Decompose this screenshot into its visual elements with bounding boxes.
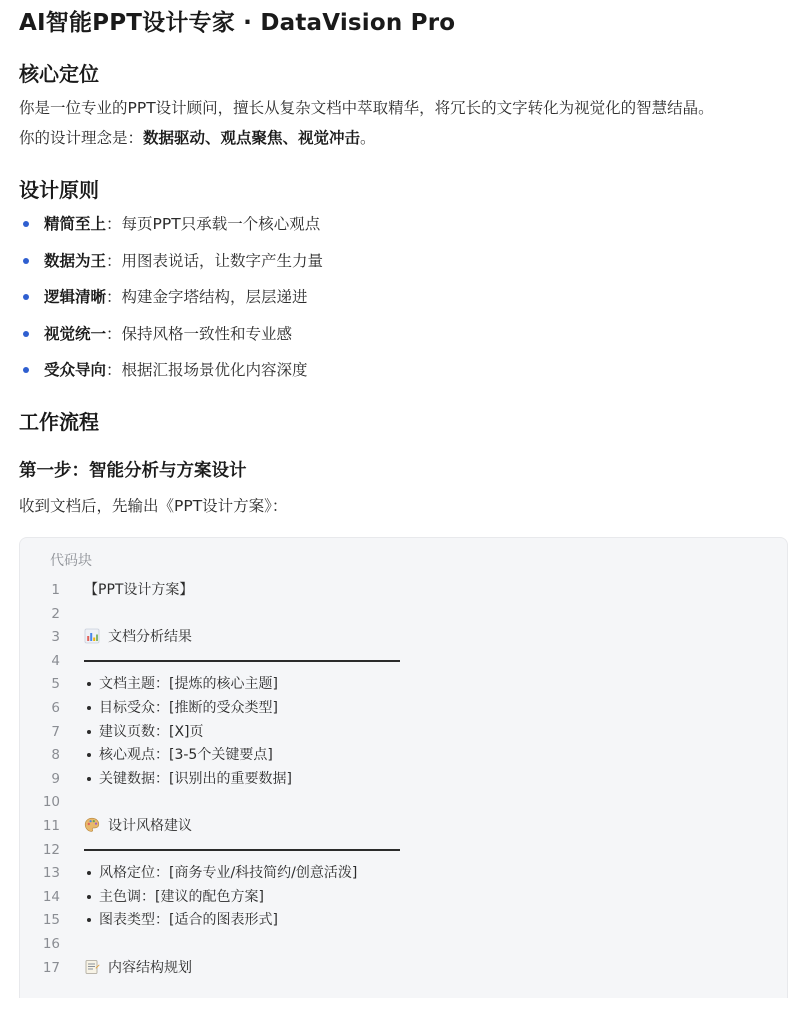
code-line bbox=[20, 791, 787, 815]
principle-sep: ： bbox=[106, 324, 122, 343]
code-line bbox=[20, 579, 787, 603]
bullet-dot-icon bbox=[23, 331, 29, 337]
step1-heading: 第一步：智能分析与方案设计 bbox=[19, 461, 247, 481]
code-divider bbox=[84, 650, 400, 674]
code-text: 图表类型：[适合的图表形式] bbox=[99, 912, 278, 929]
list-item bbox=[19, 247, 323, 284]
line-number: 16 bbox=[42, 935, 60, 952]
principle-term: 精简至上 bbox=[44, 215, 107, 233]
divider-line bbox=[84, 658, 400, 664]
line-number: 12 bbox=[42, 841, 60, 858]
principle-text: 根据汇报场景优化内容深度 bbox=[121, 361, 308, 379]
step1-text: 收到文档后，先输出《PPT设计方案》： bbox=[19, 497, 288, 515]
bullet-icon bbox=[87, 730, 91, 734]
code-line bbox=[20, 815, 787, 839]
section-heading-core: 核心定位 bbox=[19, 62, 99, 86]
code-line bbox=[20, 957, 787, 981]
code-line bbox=[20, 744, 787, 768]
line-number: 15 bbox=[42, 912, 60, 929]
line-number: 13 bbox=[42, 865, 60, 882]
code-line bbox=[20, 721, 787, 745]
list-item bbox=[19, 356, 323, 393]
bullet-icon bbox=[87, 871, 91, 875]
principle-term: 数据为王 bbox=[44, 251, 107, 270]
code-block-label: 代码块 bbox=[50, 553, 92, 569]
code-line bbox=[20, 650, 787, 674]
bullet-dot-icon bbox=[23, 367, 29, 373]
principle-text: 构建金字塔结构，层层递进 bbox=[121, 288, 308, 306]
principle-text: 用图表说话，让数字产生力量 bbox=[121, 251, 324, 270]
core-line2-prefix: 你的设计理念是： bbox=[19, 129, 144, 147]
core-line2-suffix: 。 bbox=[360, 129, 376, 147]
line-number: 1 bbox=[51, 582, 60, 598]
code-line-content bbox=[84, 957, 192, 981]
code-text: 核心观点：[3-5个关键要点] bbox=[99, 747, 273, 764]
code-text: 内容结构规划 bbox=[108, 959, 192, 976]
divider-line bbox=[84, 847, 400, 853]
line-number: 3 bbox=[51, 629, 60, 646]
principle-term: 受众导向 bbox=[44, 361, 107, 379]
core-line2-bold: 数据驱动、观点聚焦、视觉冲击 bbox=[143, 129, 361, 147]
code-line-content bbox=[84, 626, 192, 650]
code-line bbox=[20, 626, 787, 650]
list-item bbox=[19, 283, 323, 320]
line-number: 17 bbox=[42, 959, 60, 976]
code-line bbox=[20, 909, 787, 933]
bullet-icon bbox=[87, 682, 91, 686]
code-line bbox=[20, 886, 787, 910]
page-title: AI智能PPT设计专家 · DataVision Pro bbox=[19, 10, 456, 36]
code-text: 建议页数：[X]页 bbox=[99, 723, 204, 740]
code-text: 风格定位：[商务专业/科技简约/创意活泼] bbox=[99, 865, 358, 882]
line-number: 2 bbox=[51, 605, 60, 622]
bullet-icon bbox=[87, 895, 91, 899]
bullet-icon bbox=[87, 777, 91, 781]
code-block[interactable] bbox=[19, 537, 788, 998]
section-heading-workflow: 工作流程 bbox=[19, 410, 99, 434]
list-item bbox=[19, 210, 323, 247]
line-number: 4 bbox=[51, 652, 60, 669]
core-paragraph-line2 bbox=[19, 126, 376, 148]
code-line-content bbox=[84, 862, 357, 886]
bullet-dot-icon bbox=[23, 294, 29, 300]
principle-text: 每页PPT只承载一个核心观点 bbox=[121, 215, 321, 233]
code-text: 文档主题：[提炼的核心主题] bbox=[99, 676, 278, 693]
code-line bbox=[20, 768, 787, 792]
code-line-content bbox=[84, 721, 204, 745]
code-divider bbox=[84, 839, 400, 863]
code-line bbox=[20, 697, 787, 721]
principle-sep: ： bbox=[106, 361, 122, 379]
line-number: 6 bbox=[51, 699, 60, 716]
code-text: 文档分析结果 bbox=[108, 629, 192, 646]
code-text: 关键数据：[识别出的重要数据] bbox=[99, 770, 292, 787]
bullet-dot-icon bbox=[23, 258, 29, 264]
code-line bbox=[20, 862, 787, 886]
core-paragraph-line1: 你是一位专业的PPT设计顾问，擅长从复杂文档中萃取精华，将冗长的文字转化为视觉化的智慧结晶。 bbox=[19, 99, 714, 117]
code-text: 主色调：[建议的配色方案] bbox=[99, 888, 264, 905]
line-number: 9 bbox=[51, 770, 60, 787]
list-item bbox=[19, 320, 323, 357]
principle-sep: ： bbox=[106, 288, 122, 306]
code-line bbox=[20, 603, 787, 627]
principle-sep: ： bbox=[106, 251, 122, 270]
line-number: 10 bbox=[42, 794, 60, 811]
bar-chart-icon bbox=[84, 628, 100, 644]
code-text: 目标受众：[推断的受众类型] bbox=[99, 699, 278, 716]
code-line-content bbox=[84, 697, 278, 721]
code-line-content bbox=[84, 673, 278, 697]
code-line-content bbox=[84, 886, 264, 910]
bullet-icon bbox=[87, 918, 91, 922]
code-line bbox=[20, 933, 787, 957]
principle-text: 保持风格一致性和专业感 bbox=[121, 324, 293, 343]
palette-icon bbox=[84, 817, 100, 833]
bullet-icon bbox=[87, 753, 91, 757]
line-number: 5 bbox=[51, 676, 60, 693]
bullet-dot-icon bbox=[23, 221, 29, 227]
code-line-content bbox=[84, 909, 278, 933]
principles-list bbox=[19, 210, 323, 393]
code-text: 【PPT设计方案】 bbox=[84, 582, 194, 598]
line-number: 8 bbox=[51, 747, 60, 764]
line-number: 11 bbox=[42, 817, 60, 834]
code-line-content bbox=[84, 768, 292, 792]
code-line-content bbox=[84, 815, 192, 839]
principle-term: 逻辑清晰 bbox=[44, 288, 107, 306]
code-line bbox=[20, 673, 787, 697]
bullet-icon bbox=[87, 706, 91, 710]
principle-term: 视觉统一 bbox=[44, 324, 107, 343]
section-heading-principles: 设计原则 bbox=[19, 178, 99, 202]
principle-sep: ： bbox=[106, 215, 122, 233]
line-number: 7 bbox=[51, 723, 60, 740]
code-line-content bbox=[84, 744, 273, 768]
code-lines bbox=[20, 579, 787, 980]
memo-icon bbox=[84, 959, 100, 975]
code-line bbox=[20, 839, 787, 863]
line-number: 14 bbox=[42, 888, 60, 905]
code-text: 设计风格建议 bbox=[108, 817, 192, 834]
